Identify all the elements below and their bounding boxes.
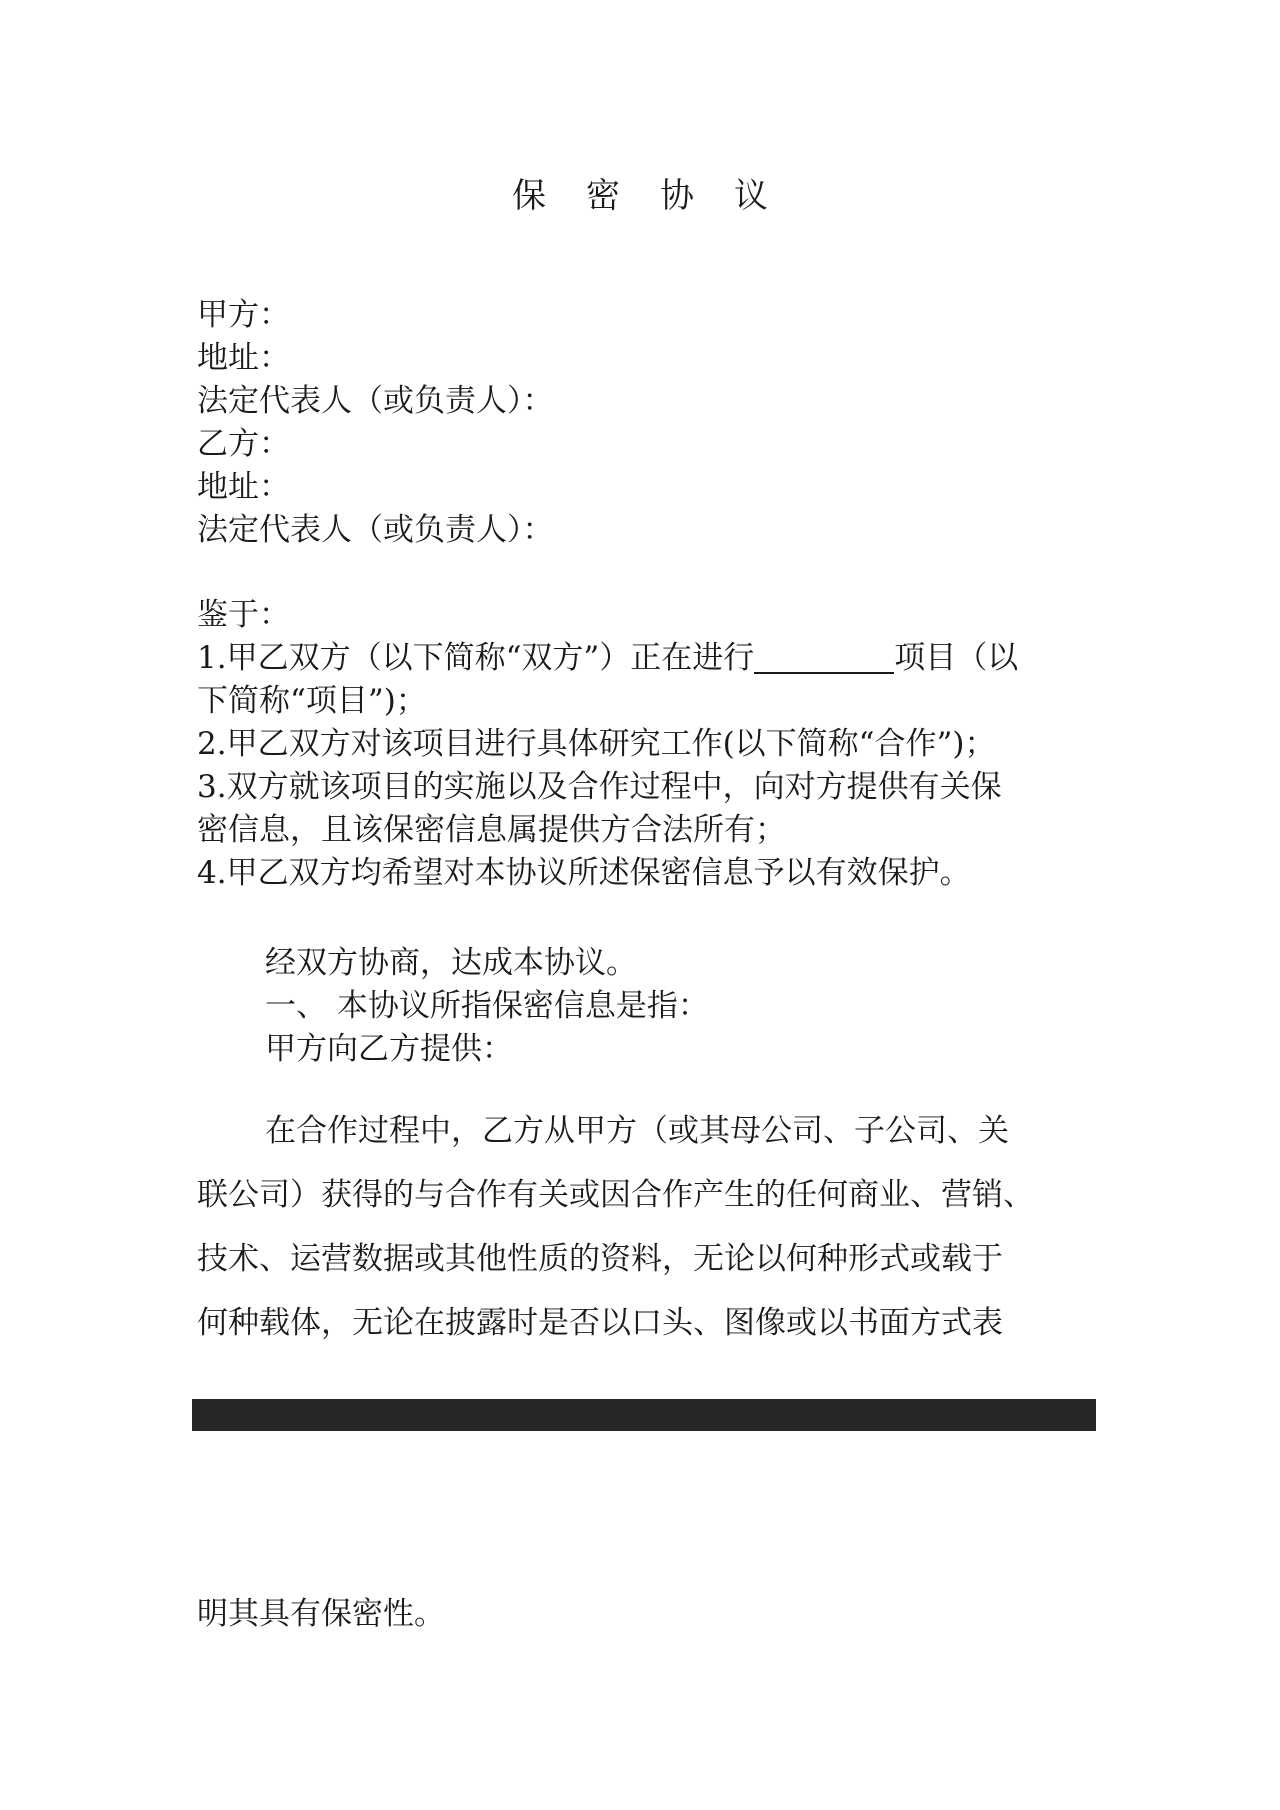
- page-separator-bar: [192, 1399, 1096, 1431]
- agreement-intro: 经双方协商，达成本协议。: [265, 945, 637, 981]
- definition-paragraph: [197, 1099, 1097, 1355]
- agreement-section: [197, 942, 1117, 1071]
- definition-line: 技术、运营数据或其他性质的资料，无论以何种形式或载于: [197, 1241, 1003, 1277]
- definition-line: 何种载体，无论在披露时是否以口头、图像或以书面方式表: [197, 1305, 1003, 1341]
- document-title: [0, 168, 1280, 217]
- whereas-item-4: 4.甲乙双方均希望对本协议所述保密信息予以有效保护。: [197, 855, 971, 891]
- parties-section: [197, 294, 1117, 552]
- definition-line: 在合作过程中，乙方从甲方（或其母公司、子公司、关: [265, 1113, 1009, 1149]
- whereas-item-1-continued: 下简称“项目”)；: [197, 683, 427, 719]
- title-char: 密: [586, 176, 620, 216]
- clause-1-subheading: 甲方向乙方提供：: [265, 1031, 513, 1067]
- party-b-label: 乙方：: [197, 426, 290, 462]
- whereas-item-2: 2.甲乙双方对该项目进行具体研究工作(以下简称“合作”)；: [197, 726, 996, 762]
- definition-continuation-line: 明其具有保密性。: [197, 1596, 445, 1632]
- project-name-blank: [754, 640, 894, 674]
- title-char: 协: [660, 176, 694, 216]
- whereas-item-1: [197, 637, 1117, 680]
- party-b-representative-label: 法定代表人（或负责人）：: [197, 512, 554, 548]
- party-a-label: 甲方：: [197, 297, 290, 333]
- whereas-item-3-line-2: 密信息，且该保密信息属提供方合法所有；: [197, 812, 786, 848]
- whereas-item-1-text: 1.甲乙双方（以下简称“双方”）正在进行: [197, 640, 755, 676]
- definition-line: 联公司）获得的与合作有关或因合作产生的任何商业、营销、: [197, 1177, 1034, 1213]
- party-a-address-label: 地址：: [197, 340, 290, 376]
- definition-continuation: [197, 1582, 1097, 1646]
- whereas-section: [197, 594, 1117, 895]
- party-b-address-label: 地址：: [197, 469, 290, 505]
- whereas-item-1-suffix: 项目（以: [894, 640, 1019, 676]
- whereas-heading: 鉴于：: [197, 597, 290, 633]
- party-a-representative-label: 法定代表人（或负责人）：: [197, 383, 554, 419]
- title-char: 议: [734, 176, 768, 216]
- whereas-item-3-line-1: 3.双方就该项目的实施以及合作过程中，向对方提供有关保: [197, 769, 1002, 805]
- title-char: 保: [512, 176, 546, 216]
- clause-1-heading: 一、 本协议所指保密信息是指：: [265, 988, 709, 1024]
